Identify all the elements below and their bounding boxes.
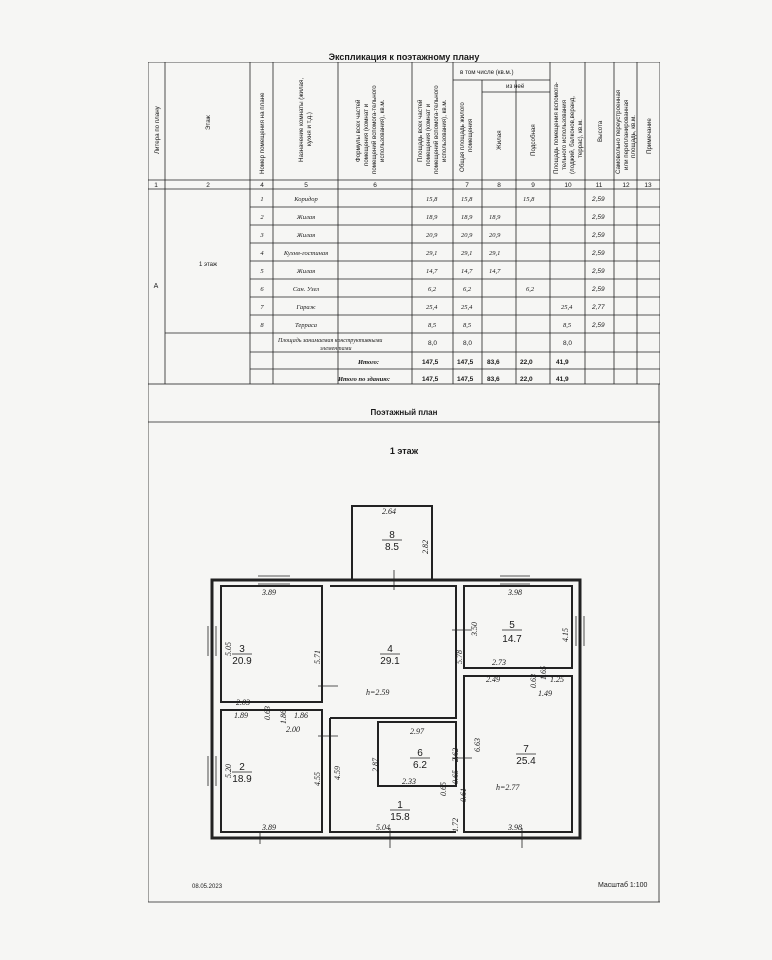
room3-no: 3 bbox=[239, 644, 245, 655]
row2-height: 2,59 bbox=[592, 214, 605, 221]
dim-2-82: 2.82 bbox=[421, 540, 430, 554]
itogo-building-label: Итого по зданию: bbox=[338, 376, 391, 383]
room1-no: 1 bbox=[397, 800, 403, 811]
hdr-including: в том числе (кв.м.) bbox=[460, 69, 514, 76]
hdr-formula-1: Формулы всех частей bbox=[355, 99, 362, 162]
row8-total: 8,5 bbox=[463, 322, 472, 329]
room4-area: 29.1 bbox=[380, 656, 400, 667]
row1-height: 2,59 bbox=[592, 196, 605, 203]
dim-0-61: 0.61 bbox=[459, 788, 468, 802]
itogo-living: 83,6 bbox=[487, 359, 500, 366]
constructive-label-2: элементами bbox=[320, 346, 352, 352]
hdr-living: Жилая bbox=[496, 130, 503, 150]
dim-3-89-bottom: 3.89 bbox=[262, 823, 276, 832]
row7-terrace: 25,4 bbox=[561, 304, 573, 311]
itogo-area: 147,5 bbox=[422, 359, 439, 366]
dim-2-73: 2.73 bbox=[492, 658, 506, 667]
room2-area: 18.9 bbox=[232, 774, 252, 785]
room5-no: 5 bbox=[509, 620, 515, 631]
row1-total: 15,8 bbox=[461, 196, 473, 203]
dim-2-64: 2.64 bbox=[382, 507, 396, 516]
row1-no: 1 bbox=[260, 196, 264, 203]
dim-5-05: 5.05 bbox=[224, 642, 233, 656]
row3-total: 20,9 bbox=[461, 232, 473, 239]
hdr-terrace-4: террас), кв.м. bbox=[577, 119, 584, 158]
hdr-self-1: Самовольно переустроенная bbox=[615, 89, 622, 174]
hdr-height: Высота bbox=[597, 120, 604, 142]
colnum-9: 9 bbox=[531, 182, 535, 189]
itogo-total: 147,5 bbox=[457, 359, 474, 366]
colnum-13: 13 bbox=[644, 182, 652, 189]
itogo-building-terrace: 41,9 bbox=[556, 376, 569, 383]
colnum-6: 6 bbox=[373, 182, 377, 189]
dim-1-65: 1.65 bbox=[539, 666, 548, 680]
row8-height: 2,59 bbox=[592, 322, 605, 329]
row4-living: 29,1 bbox=[489, 250, 501, 257]
hdr-area-1: Площадь всех частей bbox=[417, 99, 424, 162]
row5-area: 14,7 bbox=[426, 268, 438, 275]
plan-title: Поэтажный план bbox=[370, 408, 438, 417]
hdr-formula-3: помещений вспомога-тельного bbox=[371, 85, 378, 174]
dim-2-33: 2.33 bbox=[402, 777, 416, 786]
room4-no: 4 bbox=[387, 644, 393, 655]
dim-0-63-left: 0.63 bbox=[263, 706, 272, 720]
constructive-area: 8,0 bbox=[428, 340, 438, 347]
colnum-1: 1 bbox=[154, 182, 158, 189]
row5-height: 2,59 bbox=[592, 268, 605, 275]
colnum-12: 12 bbox=[622, 182, 630, 189]
row7-total: 25,4 bbox=[461, 304, 473, 311]
hdr-self-3: площадь, кв.м. bbox=[630, 115, 637, 158]
dim-2-97: 2.97 bbox=[410, 727, 424, 736]
floor-value: 1 этаж bbox=[199, 262, 217, 268]
hdr-auxiliary: Подсобная bbox=[530, 124, 537, 156]
hdr-room-no: Номер помещения на плане bbox=[259, 92, 266, 174]
hdr-purpose-1: Назначение комнаты (жилая, bbox=[298, 77, 305, 162]
row1-aux: 15,8 bbox=[523, 196, 535, 203]
row7-no: 7 bbox=[260, 304, 264, 311]
hdr-formula-4: использования), кв.м. bbox=[379, 99, 386, 162]
floor-title: 1 этаж bbox=[389, 446, 419, 456]
hdr-note: Примечание bbox=[646, 118, 653, 154]
colnum-10: 10 bbox=[564, 182, 572, 189]
hdr-total-living-2: помещения bbox=[467, 118, 474, 152]
document-scale: Масштаб 1:100 bbox=[598, 882, 648, 889]
row3-no: 3 bbox=[260, 232, 264, 239]
itogo-building-total: 147,5 bbox=[457, 376, 474, 383]
row7-height: 2,77 bbox=[592, 304, 605, 311]
dim-1-49: 1.49 bbox=[538, 689, 552, 698]
dim-5-20: 5.20 bbox=[224, 764, 233, 778]
room7-area: 25.4 bbox=[516, 756, 536, 767]
room6-area: 6.2 bbox=[413, 760, 427, 771]
row7-area: 25,4 bbox=[426, 304, 438, 311]
dim-4-55: 4.55 bbox=[313, 772, 322, 786]
dim-5-71: 5.71 bbox=[313, 650, 322, 664]
colnum-8: 8 bbox=[497, 182, 501, 189]
hdr-area-4: использования), кв.м. bbox=[441, 99, 448, 162]
itogo-building-area: 147,5 bbox=[422, 376, 439, 383]
explication-table bbox=[148, 62, 660, 392]
hdr-area-3: помещений вспомога-тельного bbox=[433, 85, 440, 174]
constructive-terrace: 8,0 bbox=[563, 340, 573, 347]
dim-1-72: 1.72 bbox=[451, 818, 460, 832]
dim-3-50: 3.50 bbox=[470, 622, 479, 636]
row3-name: Жилая bbox=[296, 232, 316, 239]
row1-name: Коридор bbox=[294, 196, 318, 203]
row4-total: 29,1 bbox=[461, 250, 473, 257]
dim-0-65-b: 0.65 bbox=[451, 770, 460, 784]
dim-1-86-v: 1.86 bbox=[279, 710, 288, 724]
dim-3-89-top: 3.89 bbox=[262, 588, 276, 597]
room7-no: 7 bbox=[523, 744, 529, 755]
row2-living: 18,9 bbox=[489, 214, 501, 221]
hdr-terrace-3: (лоджий, балконов,веранд, bbox=[569, 96, 576, 174]
dim-3-98-bottom: 3.98 bbox=[508, 823, 522, 832]
itogo-building-living: 83,6 bbox=[487, 376, 500, 383]
hdr-litera: Литера по плану bbox=[154, 106, 161, 154]
row5-living: 14,7 bbox=[489, 268, 501, 275]
room6-no: 6 bbox=[417, 748, 423, 759]
itogo-terrace: 41,9 bbox=[556, 359, 569, 366]
row6-area: 6,2 bbox=[428, 286, 437, 293]
dim-4-15: 4.15 bbox=[561, 628, 570, 642]
height-garage: h=2.77 bbox=[496, 783, 520, 792]
colnum-5: 5 bbox=[304, 182, 308, 189]
itogo-aux: 22,0 bbox=[520, 359, 533, 366]
row8-terrace: 8,5 bbox=[563, 322, 572, 329]
hdr-purpose-2: кухня и т.д.) bbox=[306, 112, 313, 146]
room8-area: 8.5 bbox=[385, 542, 399, 553]
row1-area: 15,8 bbox=[426, 196, 438, 203]
colnum-2: 2 bbox=[206, 182, 210, 189]
row6-name: Сан. Узел bbox=[292, 286, 320, 293]
document-date: 08.05.2023 bbox=[192, 884, 223, 890]
hdr-formula-2: помещения (комнат и bbox=[363, 103, 370, 166]
colnum-4: 4 bbox=[260, 182, 264, 189]
hdr-area-2: помещения (комнат и bbox=[425, 103, 432, 166]
row5-total: 14,7 bbox=[461, 268, 473, 275]
explication-title: Экспликация к поэтажному плану bbox=[328, 52, 480, 62]
hdr-terrace-2: тельного использования bbox=[561, 99, 568, 170]
row7-name: Гараж bbox=[296, 304, 316, 311]
dim-6-63: 6.63 bbox=[473, 738, 482, 752]
row8-no: 8 bbox=[260, 322, 264, 329]
dim-0-63-right: 0.63 bbox=[529, 674, 538, 688]
dim-2-00: 2.00 bbox=[286, 725, 300, 734]
itogo-label: Итого: bbox=[358, 359, 380, 366]
constructive-label-1: Площадь занимаемая конструктивными bbox=[278, 338, 383, 344]
litera-value: А bbox=[153, 283, 159, 290]
colnum-11: 11 bbox=[595, 182, 603, 189]
row6-height: 2,59 bbox=[592, 286, 605, 293]
dim-5-04: 5.04 bbox=[376, 823, 390, 832]
room2-no: 2 bbox=[239, 762, 245, 773]
itogo-building-aux: 22,0 bbox=[520, 376, 533, 383]
hdr-etazh: Этаж bbox=[205, 115, 212, 130]
dim-2-03: 2.03 bbox=[236, 698, 250, 707]
row2-area: 18,9 bbox=[426, 214, 438, 221]
dim-0-65-a: 0.65 bbox=[439, 782, 448, 796]
room1-area: 15.8 bbox=[390, 812, 410, 823]
hdr-of-it: из неё bbox=[506, 83, 525, 90]
room8-no: 8 bbox=[389, 530, 395, 541]
dim-3-98-top: 3.98 bbox=[508, 588, 522, 597]
hdr-terrace-1: Площадь помещения вспомога- bbox=[553, 82, 560, 174]
row6-no: 6 bbox=[260, 286, 264, 293]
row2-name: Жилая bbox=[296, 214, 316, 221]
dim-2-62: 2.62 bbox=[451, 748, 460, 762]
row8-name: Терраса bbox=[295, 322, 317, 329]
dim-5-78: 5.78 bbox=[455, 650, 464, 664]
hdr-total-living-1: Общая площадь жилого bbox=[459, 102, 466, 172]
row3-area: 20,9 bbox=[426, 232, 438, 239]
row4-area: 29,1 bbox=[426, 250, 438, 257]
row4-no: 4 bbox=[260, 250, 264, 257]
row2-no: 2 bbox=[260, 214, 264, 221]
row3-height: 2,59 bbox=[592, 232, 605, 239]
row6-total: 6,2 bbox=[463, 286, 472, 293]
row3-living: 20,9 bbox=[489, 232, 501, 239]
hdr-self-2: или перепланированная bbox=[623, 99, 630, 170]
dim-4-59: 4.59 bbox=[333, 766, 342, 780]
dim-1-25: 1.25 bbox=[550, 675, 564, 684]
constructive-total: 8,0 bbox=[463, 340, 473, 347]
row8-area: 8,5 bbox=[428, 322, 437, 329]
dim-1-86-h: 1.86 bbox=[294, 711, 308, 720]
row6-aux: 6,2 bbox=[526, 286, 535, 293]
room5-area: 14.7 bbox=[502, 634, 522, 645]
colnum-7: 7 bbox=[465, 182, 469, 189]
dim-1-89: 1.89 bbox=[234, 711, 248, 720]
row2-total: 18,9 bbox=[461, 214, 473, 221]
dim-2-87: 2.87 bbox=[371, 758, 380, 772]
row4-height: 2,59 bbox=[592, 250, 605, 257]
height-main: h=2.59 bbox=[366, 688, 390, 697]
dim-2-49: 2.49 bbox=[486, 675, 500, 684]
floor-plan bbox=[200, 496, 600, 856]
row4-name: Кухня-гостиная bbox=[283, 250, 329, 257]
room3-area: 20.9 bbox=[232, 656, 252, 667]
row5-name: Жилая bbox=[296, 268, 316, 275]
row5-no: 5 bbox=[260, 268, 264, 275]
